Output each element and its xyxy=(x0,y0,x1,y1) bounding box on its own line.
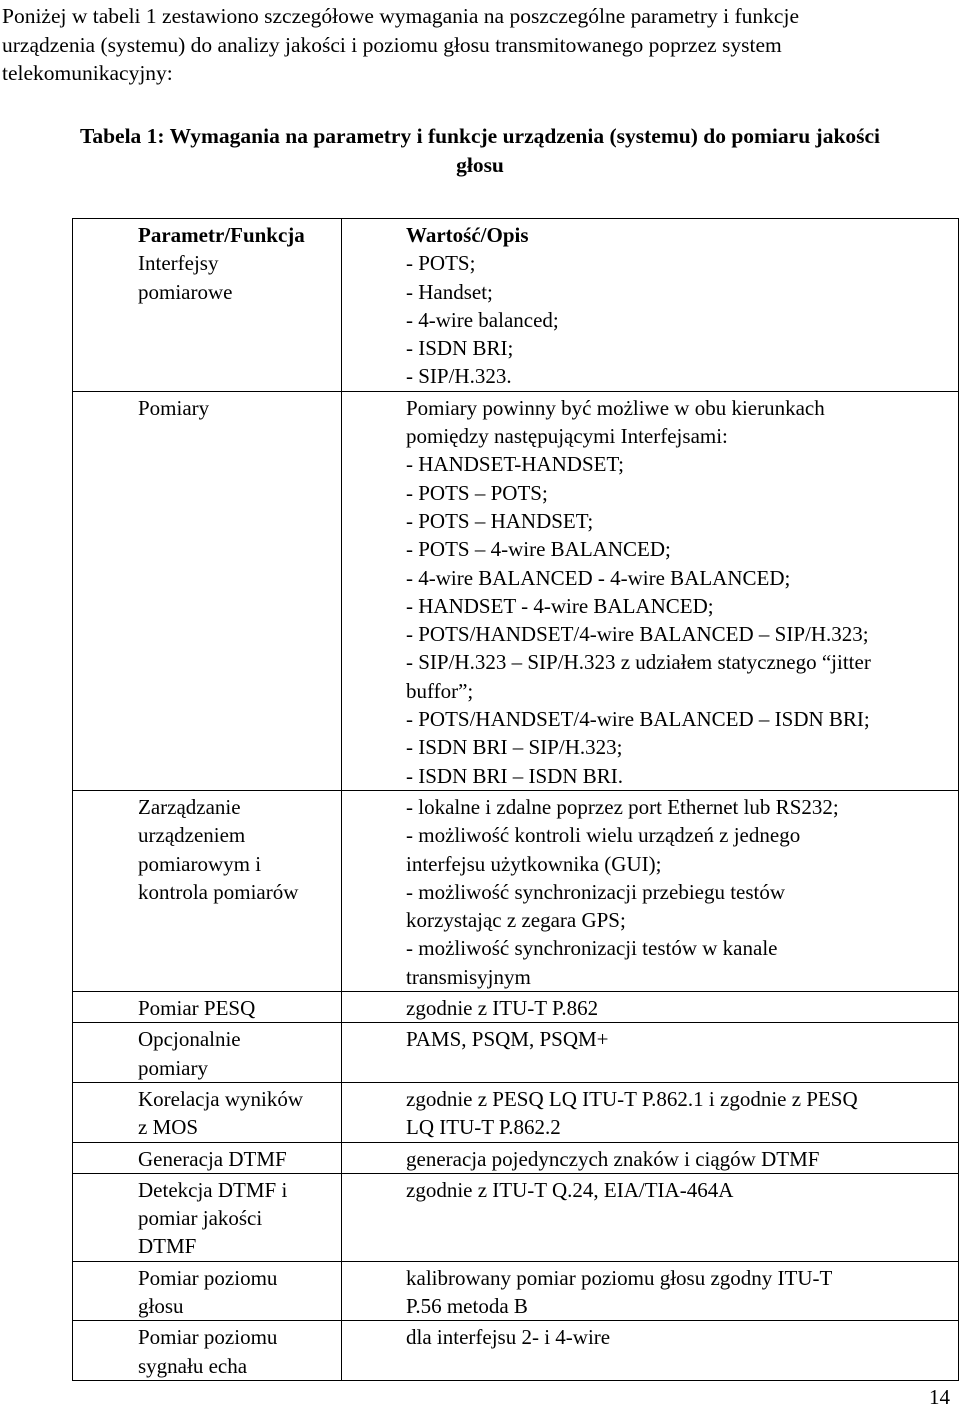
param-cell xyxy=(73,1023,342,1083)
value-line: - ISDN BRI – SIP/H.323; xyxy=(406,735,623,760)
param-line: Detekcja DTMF i xyxy=(138,1177,288,1202)
param-cell xyxy=(73,790,342,991)
value-line: buffor”; xyxy=(406,678,474,703)
value-line: zgodnie z ITU-T Q.24, EIA/TIA-464A xyxy=(406,1177,734,1202)
value-cell xyxy=(342,391,959,790)
value-cell xyxy=(342,1173,959,1261)
param-line: pomiarowe xyxy=(138,279,233,304)
value-cell xyxy=(342,1321,959,1381)
param-cell xyxy=(73,1142,342,1173)
table-row xyxy=(73,1142,959,1173)
param-line: pomiary xyxy=(138,1055,208,1080)
value-line: - możliwość kontroli wielu urządzeń z jednego xyxy=(406,823,801,848)
param-header: Parametr/Funkcja xyxy=(138,223,305,247)
table-row xyxy=(73,790,959,991)
param-cell xyxy=(73,219,342,392)
value-line: - SIP/H.323. xyxy=(406,364,512,389)
table-row xyxy=(73,219,959,392)
value-line: interfejsu użytkownika (GUI); xyxy=(406,851,662,876)
value-line: - POTS – HANDSET; xyxy=(406,508,594,533)
value-line: - ISDN BRI – ISDN BRI. xyxy=(406,763,624,788)
value-line: - HANDSET - 4-wire BALANCED; xyxy=(406,593,714,618)
value-line: - POTS/HANDSET/4-wire BALANCED – SIP/H.323; xyxy=(406,622,869,647)
value-cell xyxy=(342,219,959,392)
value-line: P.56 metoda B xyxy=(406,1293,528,1318)
value-line: - HANDSET-HANDSET; xyxy=(406,452,624,477)
intro-paragraph xyxy=(2,2,956,88)
value-line: Pomiary powinny być możliwe w obu kierunkach xyxy=(406,395,825,420)
value-cell xyxy=(342,1142,959,1173)
intro-line: telekomunikacyjny: xyxy=(2,61,173,85)
value-line: - możliwość synchronizacji przebiegu testów xyxy=(406,879,786,904)
param-line: Pomiary xyxy=(138,395,210,420)
param-cell xyxy=(73,1321,342,1381)
param-cell xyxy=(73,992,342,1023)
intro-line: Poniżej w tabeli 1 zestawiono szczegółowe wymagania na poszczególne parametry i funkcje xyxy=(2,4,799,28)
param-line: Generacja DTMF xyxy=(138,1146,287,1171)
value-line: transmisyjnym xyxy=(406,964,531,989)
page-number: 14 xyxy=(929,1385,950,1409)
param-line: pomiar jakości xyxy=(138,1206,263,1231)
value-line: LQ ITU-T P.862.2 xyxy=(406,1115,561,1140)
value-line: - Handset; xyxy=(406,279,493,304)
value-line: zgodnie z PESQ LQ ITU-T P.862.1 i zgodnie z PESQ xyxy=(406,1086,858,1111)
value-line: korzystając z zegara GPS; xyxy=(406,908,626,933)
value-line: - POTS; xyxy=(406,251,476,276)
param-line: głosu xyxy=(138,1293,184,1318)
value-line: - ISDN BRI; xyxy=(406,336,514,361)
table-row xyxy=(73,391,959,790)
table-row xyxy=(73,1321,959,1381)
value-line: - SIP/H.323 – SIP/H.323 z udziałem statycznego “jitter xyxy=(406,650,871,675)
table-row xyxy=(73,1023,959,1083)
value-cell xyxy=(342,1261,959,1321)
value-line: kalibrowany pomiar poziomu głosu zgodny ITU-T xyxy=(406,1265,833,1290)
param-cell xyxy=(73,391,342,790)
value-line: - POTS – POTS; xyxy=(406,480,548,505)
intro-line: urządzenia (systemu) do analizy jakości i poziomu głosu transmitowanego poprzez system xyxy=(2,32,782,57)
value-line: zgodnie z ITU-T P.862 xyxy=(406,996,599,1021)
value-line: - POTS – 4-wire BALANCED; xyxy=(406,537,671,562)
table-row xyxy=(73,1173,959,1261)
requirements-table-body xyxy=(73,219,959,1381)
table-caption xyxy=(0,122,960,179)
value-header: Wartość/Opis xyxy=(406,223,529,247)
value-cell xyxy=(342,992,959,1023)
param-line: Pomiar poziomu xyxy=(138,1265,278,1290)
value-cell xyxy=(342,1023,959,1083)
param-line: urządzeniem xyxy=(138,823,246,848)
value-line: dla interfejsu 2- i 4-wire xyxy=(406,1325,611,1350)
param-line: Pomiar PESQ xyxy=(138,996,256,1021)
table-row xyxy=(73,1082,959,1142)
param-line: Korelacja wyników xyxy=(138,1086,304,1111)
param-cell xyxy=(73,1261,342,1321)
param-line: Opcjonalnie xyxy=(138,1027,241,1052)
param-line: Interfejsy xyxy=(138,251,219,276)
value-line: pomiędzy następującymi Interfejsami: xyxy=(406,424,728,449)
value-line: - lokalne i zdalne poprzez port Ethernet lub RS232; xyxy=(406,794,839,819)
table-row xyxy=(73,1261,959,1321)
param-line: sygnału echa xyxy=(138,1353,248,1378)
param-line: z MOS xyxy=(138,1115,199,1140)
param-line: kontrola pomiarów xyxy=(138,879,299,904)
requirements-table xyxy=(72,218,959,1381)
param-line: Zarządzanie xyxy=(138,794,241,819)
value-line: - 4-wire BALANCED - 4-wire BALANCED; xyxy=(406,565,791,590)
caption-line: głosu xyxy=(456,152,504,177)
value-line: - POTS/HANDSET/4-wire BALANCED – ISDN BRI; xyxy=(406,707,870,732)
table-row xyxy=(73,992,959,1023)
value-line: generacja pojedynczych znaków i ciągów DTMF xyxy=(406,1146,820,1171)
value-cell xyxy=(342,1082,959,1142)
value-line: PAMS, PSQM, PSQM+ xyxy=(406,1027,609,1052)
param-line: DTMF xyxy=(138,1234,197,1259)
value-line: - 4-wire balanced; xyxy=(406,307,559,332)
param-cell xyxy=(73,1082,342,1142)
value-cell xyxy=(342,790,959,991)
param-line: pomiarowym i xyxy=(138,851,262,876)
param-line: Pomiar poziomu xyxy=(138,1325,278,1350)
caption-line: Tabela 1: Wymagania na parametry i funkcje urządzenia (systemu) do pomiaru jakości xyxy=(79,124,881,148)
value-line: - możliwość synchronizacji testów w kanale xyxy=(406,936,778,961)
param-cell xyxy=(73,1173,342,1261)
